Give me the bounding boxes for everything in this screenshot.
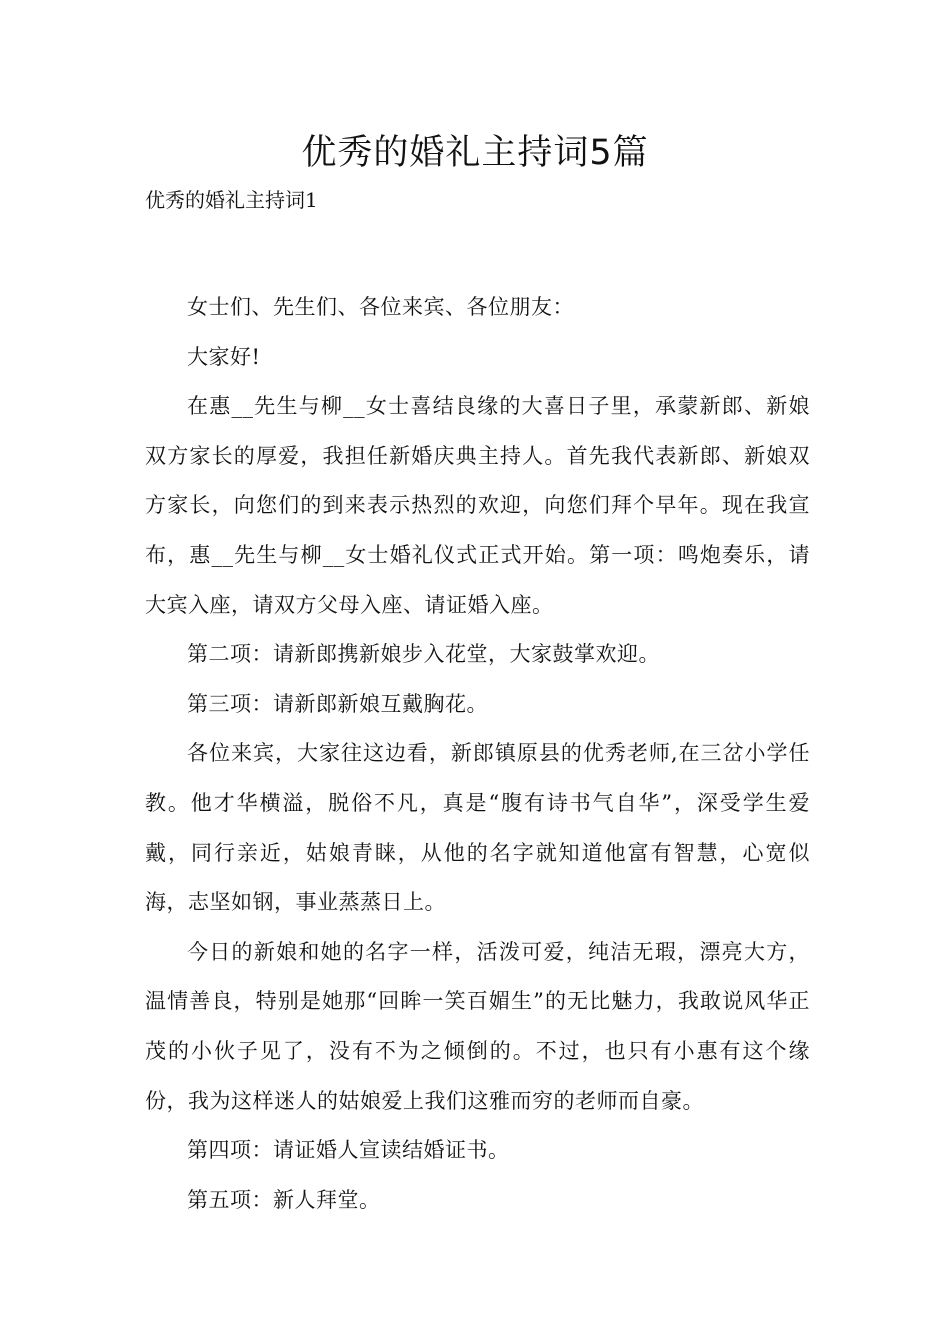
paragraph-greeting: 女士们、先生们、各位来宾、各位朋友： (187, 295, 574, 319)
paragraph-step-five: 第五项：新人拜堂。 (187, 1187, 381, 1212)
paragraph-hello: 大家好! (187, 344, 261, 369)
document-body (145, 283, 810, 1225)
paragraph-bride-intro: 今日的新娘和她的名字一样，活泼可爱，纯洁无瑕，漂亮大方，温情善良，特别是她那“回眸一笑百媚生”的无比魅力，我敢说风华正茂的小伙子见了，没有不为之倾倒的。不过，也只有小惠有这个缘份，我为这样迷人的姑娘爱上我们这雅而穷的老师而自豪。 (145, 939, 810, 1113)
paragraph-groom-intro: 各位来宾，大家往这边看，新郎镇原县的优秀老师,在三岔小学任教。他才华横溢，脱俗不凡，真是“腹有诗书气自华”，深受学生爱戴，同行亲近，姑娘青睐，从他的名字就知道他富有智慧，心宽似海，志坚如钢，事业蒸蒸日上。 (145, 741, 810, 915)
paragraph-step-three: 第三项：请新郎新娘互戴胸花。 (187, 691, 488, 716)
section-heading: 优秀的婚礼主持词1 (145, 188, 318, 212)
paragraph-step-two: 第二项：请新郎携新娘步入花堂，大家鼓掌欢迎。 (187, 642, 660, 667)
paragraph-step-four: 第四项：请证婚人宣读结婚证书。 (187, 1138, 510, 1163)
paragraph-opening: 在惠__先生与柳__女士喜结良缘的大喜日子里，承蒙新郎、新娘双方家长的厚爱，我担任新婚庆典主持人。首先我代表新郎、新娘双方家长，向您们的到来表示热烈的欢迎，向您们拜个早年。现在我宣布，惠__先生与柳__女士婚礼仪式正式开始。第一项：鸣炮奏乐，请大宾入座，请双方父母入座、请证婚入座。 (145, 394, 810, 617)
document-title: 优秀的婚礼主持词5篇 (301, 133, 649, 173)
